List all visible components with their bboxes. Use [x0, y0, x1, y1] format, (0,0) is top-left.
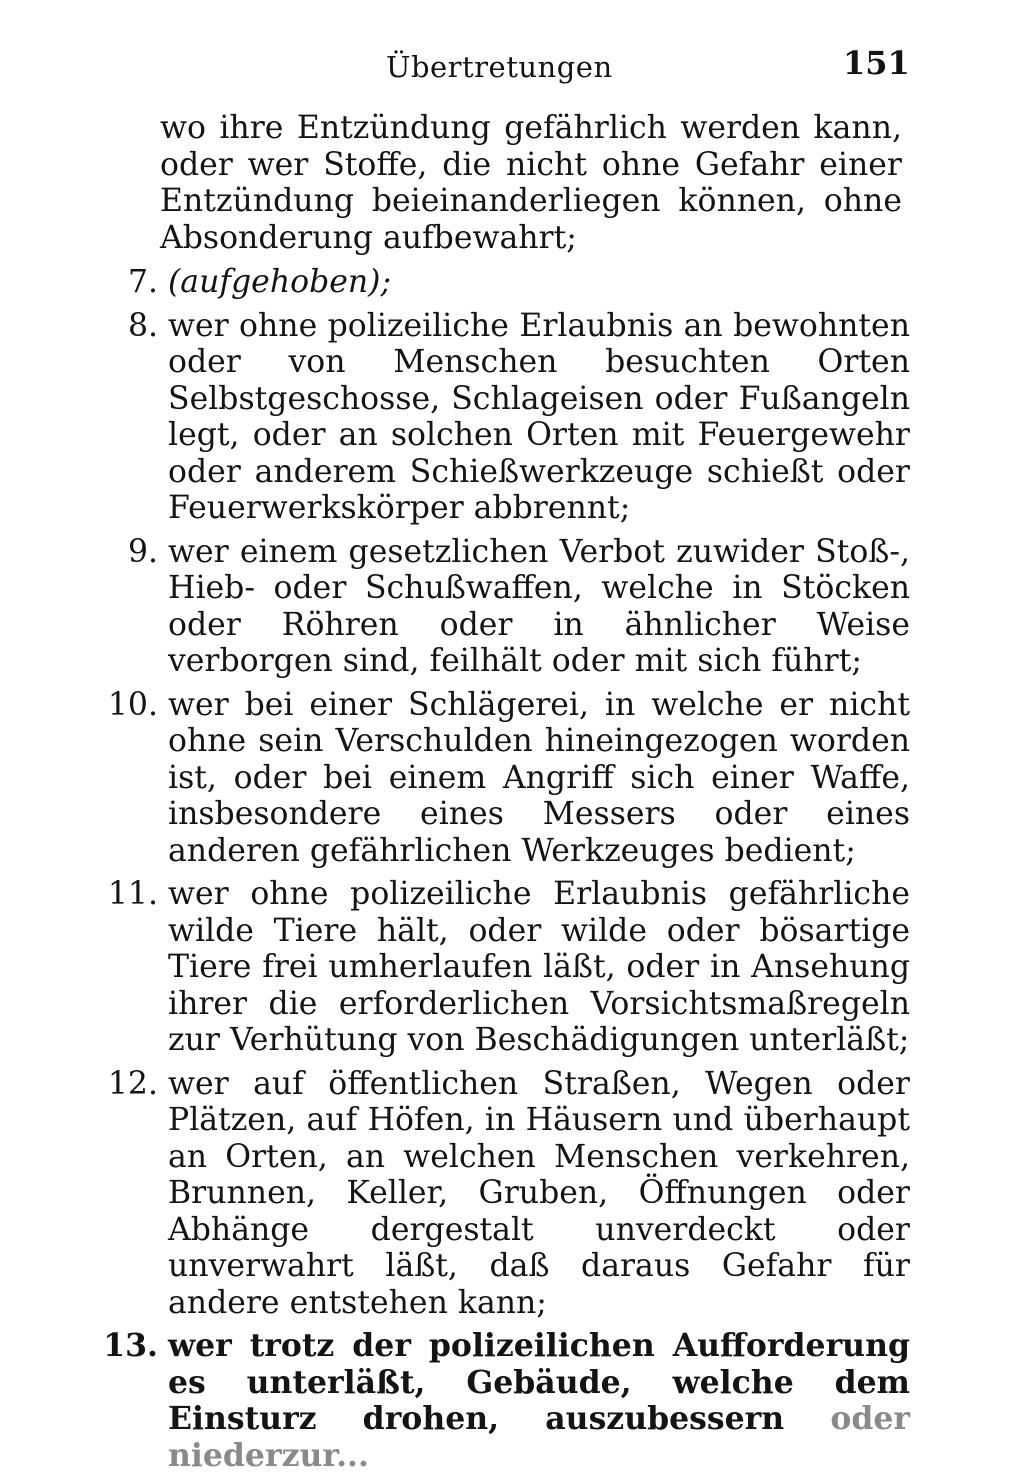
- item-text: [168, 1328, 910, 1474]
- item-text: wer ohne polizeiliche Erlaubnis gefährliche wilde Tiere hält, oder wilde oder bösartige Tiere frei umherlaufen läßt, oder in Ansehung ihrer die erforderlichen Vorsichtsmaßregeln zur Verhütung von Beschädigungen unterläßt;: [168, 876, 910, 1058]
- item-number: 8.: [127, 307, 158, 344]
- item-text-main: wer trotz der polizeilichen Aufforderung es unterläßt, Gebäude, welche dem Einsturz drohen, auszubessern: [168, 1327, 910, 1437]
- list-item-9: [127, 533, 910, 680]
- item-number: 7.: [127, 264, 158, 300]
- item-text: wer ohne polizeiliche Erlaubnis an bewohnten oder von Menschen besuchten Orten Selbstgeschosse, Schlageisen oder Fußangeln legt, oder an solchen Orten mit Feuergewehr oder anderem Schießwerkzeuge schießt oder Feuerwerkskörper abbrennt;: [168, 307, 910, 526]
- item-number: 10.: [107, 686, 158, 723]
- list-item-11: [107, 876, 910, 1059]
- page-header: [0, 40, 1024, 90]
- page-number: 151: [843, 44, 910, 82]
- running-title: Übertretungen: [386, 50, 613, 84]
- list-item-13: [103, 1327, 910, 1474]
- list-item-10: [107, 686, 910, 870]
- item-text: wer einem gesetzlichen Verbot zuwider Stoß-, Hieb- oder Schußwaffen, welche in Stöcken oder Röhren oder in ähnlicher Weise verborgen sind, feilhält oder mit sich führt;: [168, 533, 910, 679]
- list-item-7: [127, 264, 910, 301]
- item-text: wer bei einer Schlägerei, in welche er nicht ohne sein Verschulden hineingezogen worden ist, oder bei einem Angriff sich einer Waffe, insbesondere eines Messers oder eines anderen gefährlichen Werkzeuges bedient;: [168, 686, 910, 869]
- continuation-paragraph: wo ihre Entzündung gefährlich werden kann, oder wer Stoffe, die nicht ohne Gefahr einer Entzündung beieinanderliegen können, ohne Absonderung aufbewahrt;: [160, 110, 902, 256]
- list-item-12: [107, 1065, 910, 1322]
- item-number: 9.: [127, 533, 158, 570]
- item-number: 13.: [103, 1327, 158, 1364]
- item-number: 11.: [107, 876, 158, 912]
- item-number: 12.: [107, 1065, 158, 1102]
- item-text: wer auf öffentlichen Straßen, Wegen oder Plätzen, auf Höfen, in Häusern und überhaupt an Orten, an welchen Menschen verkehren, Brunnen, Keller, Gruben, Öffnungen oder Abhänge dergestalt unverdeckt oder unverwahrt läßt, daß daraus Gefahr für andere entstehen kann;: [168, 1065, 910, 1321]
- item-text: (aufgehoben);: [168, 264, 392, 300]
- list-item-8: [127, 307, 910, 527]
- item-text-faded: oder niederzur...: [168, 1400, 910, 1474]
- page-body: [0, 110, 1024, 1481]
